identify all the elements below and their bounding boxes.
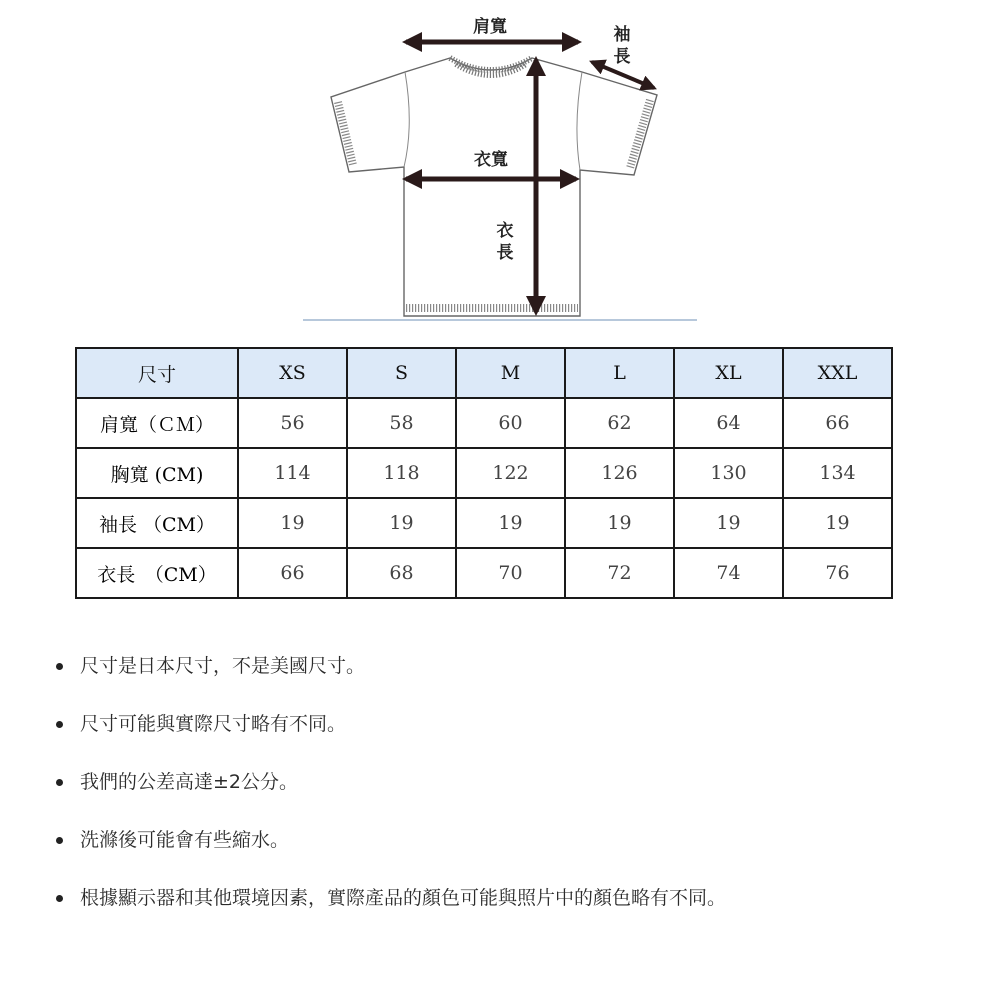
row-label-shoulder-width: 肩寬（ＣＭ） — [76, 398, 238, 448]
table-row — [76, 498, 892, 548]
header-size: 尺寸 — [76, 348, 238, 398]
table-cell: 134 — [783, 448, 892, 498]
table-cell: 70 — [456, 548, 565, 598]
body-width-label: 衣寬 — [474, 150, 508, 170]
table-cell: 19 — [347, 498, 456, 548]
header-l: L — [565, 348, 674, 398]
table-cell: 19 — [674, 498, 783, 548]
header-xxl: XXL — [783, 348, 892, 398]
bullet-icon — [56, 663, 63, 670]
note-text: 我們的公差高達±2公分。 — [80, 771, 299, 793]
tshirt-measurement-diagram — [0, 0, 1000, 330]
table-cell: 19 — [238, 498, 347, 548]
table-cell: 62 — [565, 398, 674, 448]
table-row — [76, 548, 892, 598]
table-row — [76, 448, 892, 498]
list-item — [48, 698, 726, 756]
note-text: 尺寸可能與實際尺寸略有不同。 — [80, 713, 347, 735]
table-cell: 118 — [347, 448, 456, 498]
table-cell: 19 — [456, 498, 565, 548]
header-xs: XS — [238, 348, 347, 398]
table-cell: 19 — [783, 498, 892, 548]
table-cell: 56 — [238, 398, 347, 448]
header-xl: XL — [674, 348, 783, 398]
shoulder-width-label: 肩寬 — [473, 17, 507, 37]
header-s: S — [347, 348, 456, 398]
body-length-label-2: 長 — [496, 243, 514, 263]
table-cell: 74 — [674, 548, 783, 598]
tshirt-outline — [331, 58, 657, 316]
list-item — [48, 872, 726, 930]
table-cell: 126 — [565, 448, 674, 498]
list-item — [48, 756, 726, 814]
table-cell: 68 — [347, 548, 456, 598]
table-cell: 130 — [674, 448, 783, 498]
table-cell: 114 — [238, 448, 347, 498]
table-header-row — [76, 348, 892, 398]
sleeve-length-label-2: 長 — [613, 47, 631, 67]
table-cell: 19 — [565, 498, 674, 548]
table-cell: 66 — [783, 398, 892, 448]
list-item — [48, 814, 726, 872]
bullet-icon — [56, 779, 63, 786]
note-text: 洗滌後可能會有些縮水。 — [80, 829, 290, 851]
table-cell: 66 — [238, 548, 347, 598]
table-row — [76, 398, 892, 448]
body-length-label-1: 衣 — [496, 221, 514, 241]
bullet-icon — [56, 721, 63, 728]
size-chart-table — [75, 347, 893, 599]
bullet-icon — [56, 895, 63, 902]
table-cell: 122 — [456, 448, 565, 498]
note-text: 根據顯示器和其他環境因素，實際產品的顏色可能與照片中的顏色略有不同。 — [80, 887, 727, 909]
table-cell: 76 — [783, 548, 892, 598]
notes-list — [48, 640, 726, 930]
row-label-body-length: 衣長 （CM） — [76, 548, 238, 598]
row-label-chest-width: 胸寬 (CM) — [76, 448, 238, 498]
table-cell: 58 — [347, 398, 456, 448]
table-cell: 64 — [674, 398, 783, 448]
sleeve-length-label-1: 袖 — [613, 25, 631, 45]
bullet-icon — [56, 837, 63, 844]
table-cell: 72 — [565, 548, 674, 598]
note-text: 尺寸是日本尺寸，不是美國尺寸。 — [80, 655, 366, 677]
table-cell: 60 — [456, 398, 565, 448]
header-m: M — [456, 348, 565, 398]
list-item — [48, 640, 726, 698]
row-label-sleeve-length: 袖長 （CM） — [76, 498, 238, 548]
